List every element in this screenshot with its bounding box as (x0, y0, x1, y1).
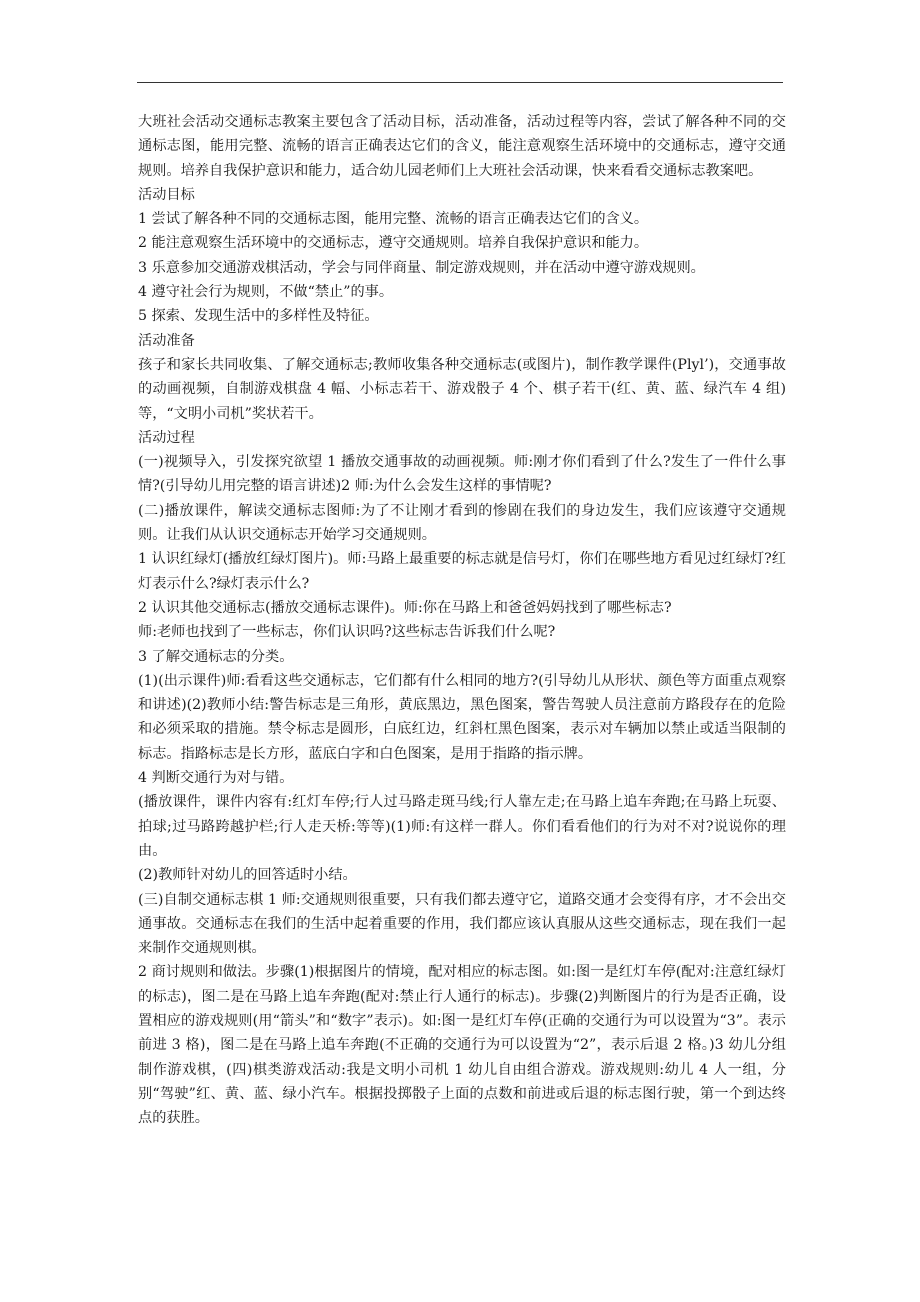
goals-heading: 活动目标 (138, 186, 195, 203)
process-paragraph: 1 认识红绿灯(播放红绿灯图片)。师:马路上最重要的标志就是信号灯，你们在哪些地方看见过红绿灯?红灯表示什么?绿灯表示什么? (138, 551, 786, 592)
goal-item: 3 乐意参加交通游戏棋活动，学会与同伴商量、制定游戏规则，并在活动中遵守游戏规则。 (138, 259, 705, 276)
process-paragraph: 4 判断交通行为对与错。 (138, 770, 294, 787)
process-paragraph: 2 认识其他交通标志(播放交通标志课件)。师:你在马路上和爸爸妈妈找到了哪些标志? (138, 599, 672, 616)
process-paragraph: (播放课件，课件内容有:红灯车停;行人过马路走斑马线;行人靠左走;在马路上追车奔跑;在马路上玩耍、拍球;过马路跨越护栏;行人走天桥:等等)(1)师:有这样一群人。你们看看他们的行为对不对?说说你的理由。 (138, 794, 786, 859)
process-paragraph: (二)播放课件，解读交通标志图师:为了不让刚才看到的惨剧在我们的身边发生，我们应该遵守交通规则。让我们从认识交通标志开始学习交通规则。 (138, 502, 786, 544)
process-paragraph: 3 了解交通标志的分类。 (138, 648, 294, 665)
goal-item: 2 能注意观察生活环境中的交通标志，遵守交通规则。培养自我保护意识和能力。 (138, 235, 649, 252)
goal-item: 4 遵守社会行为规则，不做“禁止”的事。 (138, 284, 394, 301)
process-paragraph: 师:老师也找到了一些标志，你们认识吗?这些标志告诉我们什么呢? (138, 624, 556, 641)
process-paragraph: (三)自制交通标志棋 1 师:交通规则很重要，只有我们都去遵守它，道路交通才会变得有序，才不会出交通事故。交通标志在我们的生活中起着重要的作用，我们都应该认真服从这些交通标志，现在我们一起来制作交通规则棋。 (138, 891, 786, 957)
process-paragraph: (2)教师针对幼儿的回答适时小结。 (138, 867, 357, 884)
intro-paragraph: 大班社会活动交通标志教案主要包含了活动目标，活动准备，活动过程等内容，尝试了解各种不同的交通标志图，能用完整、流畅的语言正确表达它们的含义，能注意观察生活环境中的交通标志，遵守交通规则。培养自我保护意识和能力，适合幼儿园老师们上大班社会活动课，快来看看交通标志教案吧。 (138, 114, 786, 179)
header-rule (137, 82, 783, 83)
process-paragraph: (一)视频导入，引发探究欲望 1 播放交通事故的动画视频。师:刚才你们看到了什么?发生了一件什么事情?(引导幼儿用完整的语言讲述)2 师:为什么会发生这样的事情呢? (138, 454, 786, 495)
goal-item: 1 尝试了解各种不同的交通标志图，能用完整、流畅的语言正确表达它们的含义。 (138, 211, 649, 228)
prep-heading: 活动准备 (138, 332, 195, 349)
goal-item: 5 探索、发现生活中的多样性及特征。 (138, 308, 379, 325)
process-paragraph: (1)(出示课件)师:看看这些交通标志，它们都有什么相同的地方?(引导幼儿从形状、颜色等方面重点观察和讲述)(2)教师小结:警告标志是三角形，黄底黑边，黑色图案，警告驾驶人员注意前方路段存在的危险和必须采取的措施。禁令标志是圆形，白底红边，红斜杠黑色图案，表示对车辆加以禁止或适当限制的标志。指路标志是长方形，蓝底白字和白色图案，是用于指路的指示牌。 (138, 672, 786, 762)
process-heading: 活动过程 (138, 429, 195, 446)
document-body (138, 110, 786, 1130)
process-paragraph: 2 商讨规则和做法。步骤(1)根据图片的情境，配对相应的标志图。如:图一是红灯车停(配对:注意红绿灯的标志)，图二是在马路上追车奔跑(配对:禁止行人通行的标志)。步骤(2)判断图片的行为是否正确，设置相应的游戏规则(用“箭头”和“数字”表示)。如:图一是红灯车停(正确的交通行为可以设置为“3”。表示前进 3 格)，图二是在马路上追车奔跑(不正确的交通行为可以设置为“2”，表示后退 2 格。)3 幼儿分组制作游戏棋，(四)棋类游戏活动:我是文明小司机 1 幼儿自由组合游戏。游戏规则:幼儿 4 人一组，分别“驾驶”红、黄、蓝、绿小汽车。根据投掷骰子上面的点数和前进或后退的标志图行驶，第一个到达终点的获胜。 (138, 964, 786, 1127)
prep-paragraph: 孩子和家长共同收集、了解交通标志;教师收集各种交通标志(或图片)，制作教学课件(Plyl’)，交通事故的动画视频，自制游戏棋盘 4 幅、小标志若干、游戏骰子 4 个、棋子若干(红、黄、蓝、绿汽车 4 组)等，“文明小司机”奖状若干。 (138, 356, 786, 422)
